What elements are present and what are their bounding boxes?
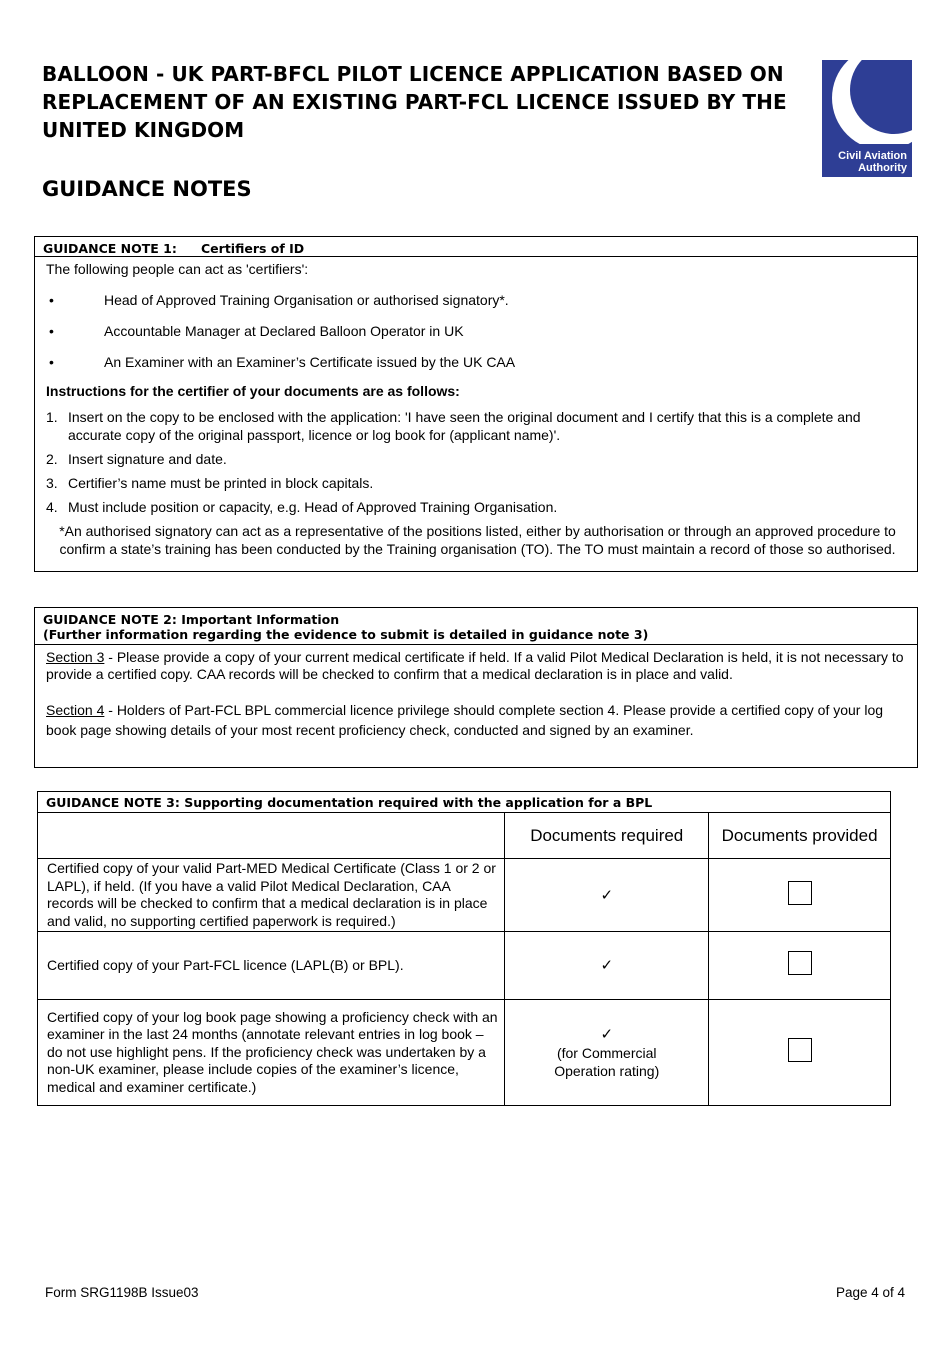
logo-text-line1: Civil Aviation bbox=[838, 150, 907, 162]
logo-text-line2: Authority bbox=[858, 162, 907, 174]
step-number: 3. bbox=[46, 475, 58, 491]
tick-icon: ✓ bbox=[600, 957, 614, 974]
table-row bbox=[38, 932, 891, 1000]
guidance-note-2-subheading: (Further information regarding the evidence to submit is detailed in guidance note 3) bbox=[43, 627, 649, 642]
document-description: Certified copy of your Part-FCL licence (LAPL(B) or BPL). bbox=[38, 932, 505, 1000]
step-text: Certifier’s name must be printed in block capitals. bbox=[68, 475, 374, 491]
page-subtitle: GUIDANCE NOTES bbox=[42, 177, 252, 201]
instructions-heading: Instructions for the certifier of your documents are as follows: bbox=[46, 383, 460, 399]
step-number: 4. bbox=[46, 499, 58, 515]
step-text: Insert on the copy to be enclosed with the application: 'I have seen the original document and I certify that this is a complete and accurate copy of the original passport, licence or log book for (applicant name)'. bbox=[68, 409, 861, 443]
step-text: Must include position or capacity, e.g. Head of Approved Training Organisation. bbox=[68, 499, 558, 515]
document-provided-checkbox[interactable] bbox=[788, 951, 812, 975]
certifiers-intro: The following people can act as 'certifiers': bbox=[46, 261, 309, 277]
section-3-label: Section 3 bbox=[46, 649, 105, 665]
caa-logo bbox=[822, 60, 912, 177]
supporting-documents-table bbox=[37, 791, 891, 1106]
column-header-provided: Documents provided bbox=[709, 813, 891, 859]
list-item bbox=[46, 408, 909, 444]
step-text: Insert signature and date. bbox=[68, 451, 227, 467]
section-4-label: Section 4 bbox=[46, 702, 105, 718]
list-item: • Head of Approved Training Organisation or authorised signatory*. bbox=[49, 292, 509, 308]
step-number: 2. bbox=[46, 451, 58, 467]
tick-icon: ✓ bbox=[600, 886, 614, 904]
document-description: Certified copy of your valid Part-MED Medical Certificate (Class 1 or 2 or LAPL), if held. (If you have a valid Pilot Medical Declaration, CAA records will be checked to confirm that a medical declaration is in place and valid, no supporting certified paperwork is required.) bbox=[38, 859, 505, 932]
guidance-note-2-header bbox=[35, 608, 917, 645]
document-title: BALLOON - UK PART-BFCL PILOT LICENCE APPLICATION BASED ON REPLACEMENT OF AN EXISTING PART-FCL LICENCE ISSUED BY THE UNITED KINGDOM bbox=[42, 62, 787, 142]
list-item: • Accountable Manager at Declared Balloon Operator in UK bbox=[49, 323, 464, 339]
step-number: 1. bbox=[46, 409, 58, 425]
document-description: Certified copy of your log book page showing a proficiency check with an examiner in the last 24 months (annotate relevant entries in log book – do not use highlight pens. If the proficiency check was undertaken by a non-UK examiner, please include copies of the examiner’s licence, medical and examiner certificate.) bbox=[38, 1000, 505, 1106]
bullet-text: Head of Approved Training Organisation or authorised signatory*. bbox=[104, 292, 509, 308]
table-header-blank bbox=[38, 813, 505, 859]
section-4-paragraph bbox=[46, 700, 909, 740]
guidance-note-1-heading: Certifiers of ID bbox=[201, 241, 305, 256]
list-item bbox=[46, 498, 909, 516]
table-row bbox=[38, 1000, 891, 1106]
column-header-required: Documents required bbox=[505, 813, 709, 859]
guidance-note-1-label: GUIDANCE NOTE 1: bbox=[43, 241, 177, 256]
guidance-note-2 bbox=[34, 607, 918, 768]
section-3-text: - Please provide a copy of your current medical certificate if held. If a valid Pilot Medical Declaration is held, it is not necessary to provide a certified copy. CAA records will be checked to confirm that a medical declaration is in place and valid. bbox=[46, 649, 904, 682]
document-provided-checkbox[interactable] bbox=[788, 881, 812, 905]
guidance-note-2-heading: GUIDANCE NOTE 2: Important Information bbox=[43, 612, 340, 627]
list-item bbox=[46, 474, 909, 492]
form-reference: Form SRG1198B Issue03 bbox=[45, 1285, 199, 1300]
section-3-paragraph bbox=[46, 649, 909, 683]
bullet-text: Accountable Manager at Declared Balloon Operator in UK bbox=[104, 323, 464, 339]
authorised-signatory-footnote: *An authorised signatory can act as a representative of the positions listed, either by authorisation or through an approved procedure to confirm a state’s training has been conducted by the Training organisation (TO). The TO must maintain a record of those so authorised. bbox=[59, 523, 896, 557]
section-4-text: - Holders of Part-FCL BPL commercial licence privilege should complete section 4. Please provide a certified copy of your log book page showing details of your most recent proficiency check, conducted and signed by an examiner. bbox=[46, 702, 884, 738]
bullet-text: An Examiner with an Examiner’s Certificate issued by the UK CAA bbox=[104, 354, 516, 370]
table-row bbox=[38, 859, 891, 932]
document-provided-checkbox[interactable] bbox=[788, 1038, 812, 1062]
page-number: Page 4 of 4 bbox=[835, 1285, 905, 1300]
guidance-note-1-header bbox=[35, 237, 917, 257]
guidance-note-1 bbox=[34, 236, 918, 572]
list-item: • An Examiner with an Examiner’s Certificate issued by the UK CAA bbox=[49, 354, 516, 370]
guidance-note-3-heading: GUIDANCE NOTE 3: Supporting documentation required with the application for a BPL bbox=[38, 792, 891, 813]
list-item bbox=[46, 450, 909, 468]
tick-icon: ✓ bbox=[600, 1025, 614, 1043]
requirement-note: (for Commercial Operation rating) bbox=[554, 1044, 660, 1079]
